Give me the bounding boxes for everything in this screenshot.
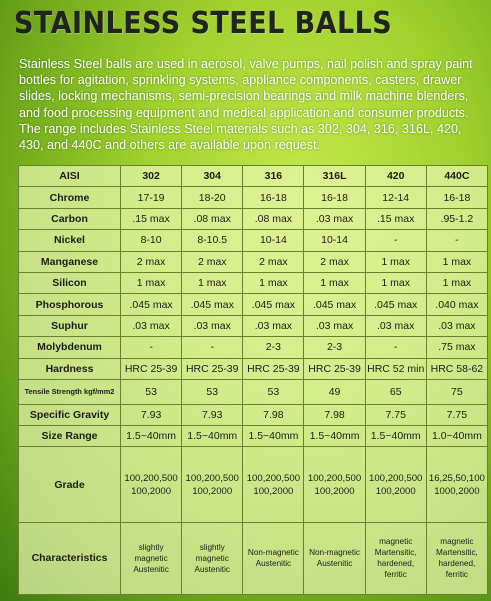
table-row	[19, 208, 488, 229]
table-cell: 53	[182, 379, 243, 404]
table-cell: 2 max	[121, 251, 182, 272]
table-row	[19, 404, 488, 425]
table-cell: 1 max	[365, 251, 426, 272]
table-row	[19, 272, 488, 293]
table-cell: 1.5~40mm	[365, 426, 426, 447]
table-cell: 1.5~40mm	[243, 426, 304, 447]
table-cell: 1.5~40mm	[121, 426, 182, 447]
table-cell: 2 max	[304, 251, 365, 272]
table-cell: 7.93	[121, 404, 182, 425]
table-cell: 8-10.5	[182, 230, 243, 251]
table-cell: 7.93	[182, 404, 243, 425]
table-cell: .75 max	[426, 337, 487, 358]
table-cell: 2 max	[182, 251, 243, 272]
row-label-cell: Suphur	[19, 315, 121, 336]
table-cell: HRC 58-62	[426, 358, 487, 379]
table-row	[19, 522, 488, 594]
table-cell: 2-3	[243, 337, 304, 358]
table-cell: 100,200,500 100,2000	[182, 447, 243, 522]
table-cell: .15 max	[365, 208, 426, 229]
table-cell: 18-20	[182, 187, 243, 208]
table-row	[19, 447, 488, 522]
table-row	[19, 426, 488, 447]
row-label-cell: Phosphorous	[19, 294, 121, 315]
row-label-cell: Nickel	[19, 230, 121, 251]
table-cell: -	[426, 230, 487, 251]
row-label-cell: Size Range	[19, 426, 121, 447]
row-label-cell: Hardness	[19, 358, 121, 379]
table-cell: 100,200,500 100,2000	[243, 447, 304, 522]
table-row	[19, 358, 488, 379]
page-title: STAINLESS STEEL BALLS	[14, 6, 393, 41]
table-cell: 53	[243, 379, 304, 404]
table-cell: 8-10	[121, 230, 182, 251]
table-cell: -	[365, 230, 426, 251]
table-row	[19, 230, 488, 251]
table-cell: .95-1.2	[426, 208, 487, 229]
table-cell: 1 max	[426, 272, 487, 293]
table-row	[19, 187, 488, 208]
header-label-cell: AISI	[19, 166, 121, 187]
table-cell: .03 max	[304, 315, 365, 336]
table-cell: 1 max	[365, 272, 426, 293]
table-cell: HRC 25-39	[243, 358, 304, 379]
table-cell: 10-14	[243, 230, 304, 251]
table-cell: slightly magnetic Austenitic	[121, 522, 182, 594]
row-label-cell: Silicon	[19, 272, 121, 293]
table-row	[19, 251, 488, 272]
table-cell: Non-magnetic Austenitic	[304, 522, 365, 594]
table-cell: .08 max	[182, 208, 243, 229]
table-cell: -	[121, 337, 182, 358]
table-cell: 65	[365, 379, 426, 404]
table-cell: 16,25,50,100 1000,2000	[426, 447, 487, 522]
table-cell: 12-14	[365, 187, 426, 208]
table-row	[19, 315, 488, 336]
table-cell: 17-19	[121, 187, 182, 208]
header-cell: 302	[121, 166, 182, 187]
table-cell: 2-3	[304, 337, 365, 358]
table-cell: HRC 25-39	[182, 358, 243, 379]
table-cell: 10-14	[304, 230, 365, 251]
table-header-row	[19, 166, 488, 187]
table-cell: 2 max	[243, 251, 304, 272]
row-label-cell: Molybdenum	[19, 337, 121, 358]
intro-paragraph: Stainless Steel balls are used in aerosol, valve pumps, nail polish and spray paint bottles for agitation, sprinkling systems, appliance components, casters, drawer slides, locking mechanisms, semi-precision bearings and milk machine blenders, and food processing equipment and medical application and consumer products. The range includes Stainless Steel materials such as 302, 304, 316, 316L, 420, 430, and 440C and others are available upon request.	[19, 57, 473, 153]
table-cell: .03 max	[365, 315, 426, 336]
table-row	[19, 294, 488, 315]
row-label-cell: Specific Gravity	[19, 404, 121, 425]
table-cell: slightly magnetic Austenitic	[182, 522, 243, 594]
table-cell: 100,200,500 100,2000	[304, 447, 365, 522]
table-cell: 49	[304, 379, 365, 404]
table-cell: HRC 25-39	[304, 358, 365, 379]
table-cell: 7.98	[304, 404, 365, 425]
table-cell: 100,200,500 100,2000	[121, 447, 182, 522]
table-cell: 16-18	[243, 187, 304, 208]
table-cell: .045 max	[182, 294, 243, 315]
table-cell: .15 max	[121, 208, 182, 229]
table-cell: .03 max	[121, 315, 182, 336]
table-cell: 53	[121, 379, 182, 404]
table-cell: 1.5~40mm	[304, 426, 365, 447]
table-cell: 1 max	[121, 272, 182, 293]
table-row	[19, 337, 488, 358]
row-label-cell: Carbon	[19, 208, 121, 229]
table-cell: 7.98	[243, 404, 304, 425]
table-cell: 1 max	[182, 272, 243, 293]
table-row	[19, 379, 488, 404]
table-cell: .045 max	[304, 294, 365, 315]
table-cell: 1 max	[426, 251, 487, 272]
table-cell: .045 max	[243, 294, 304, 315]
table-cell: .03 max	[243, 315, 304, 336]
table-cell: magnetic Martensitic, hardened, ferritic	[365, 522, 426, 594]
row-label-cell: Manganese	[19, 251, 121, 272]
table-cell: 16-18	[426, 187, 487, 208]
specification-table-body	[19, 166, 488, 595]
table-cell: 7.75	[365, 404, 426, 425]
table-cell: .045 max	[365, 294, 426, 315]
table-cell: HRC 52 min	[365, 358, 426, 379]
table-cell: HRC 25-39	[121, 358, 182, 379]
row-label-cell: Characteristics	[19, 522, 121, 594]
header-cell: 316L	[304, 166, 365, 187]
row-label-cell: Chrome	[19, 187, 121, 208]
table-cell: -	[182, 337, 243, 358]
header-cell: 420	[365, 166, 426, 187]
header-cell: 316	[243, 166, 304, 187]
table-cell: 7.75	[426, 404, 487, 425]
table-cell: -	[365, 337, 426, 358]
table-cell: .03 max	[426, 315, 487, 336]
table-cell: magnetic Martensitic, hardened, ferritic	[426, 522, 487, 594]
table-cell: 1 max	[304, 272, 365, 293]
header-cell: 304	[182, 166, 243, 187]
row-label-cell: Grade	[19, 447, 121, 522]
specification-table	[18, 165, 488, 595]
table-cell: 1 max	[243, 272, 304, 293]
table-cell: Non-magnetic Austenitic	[243, 522, 304, 594]
row-label-cell: Tensile Strength kgf/mm2	[19, 379, 121, 404]
table-cell: .040 max	[426, 294, 487, 315]
table-cell: .08 max	[243, 208, 304, 229]
table-cell: 75	[426, 379, 487, 404]
table-cell: .03 max	[304, 208, 365, 229]
table-cell: 100,200,500 100,2000	[365, 447, 426, 522]
table-cell: .03 max	[182, 315, 243, 336]
table-cell: 1.5~40mm	[182, 426, 243, 447]
table-cell: 16-18	[304, 187, 365, 208]
table-cell: 1.0~40mm	[426, 426, 487, 447]
header-cell: 440C	[426, 166, 487, 187]
table-cell: .045 max	[121, 294, 182, 315]
